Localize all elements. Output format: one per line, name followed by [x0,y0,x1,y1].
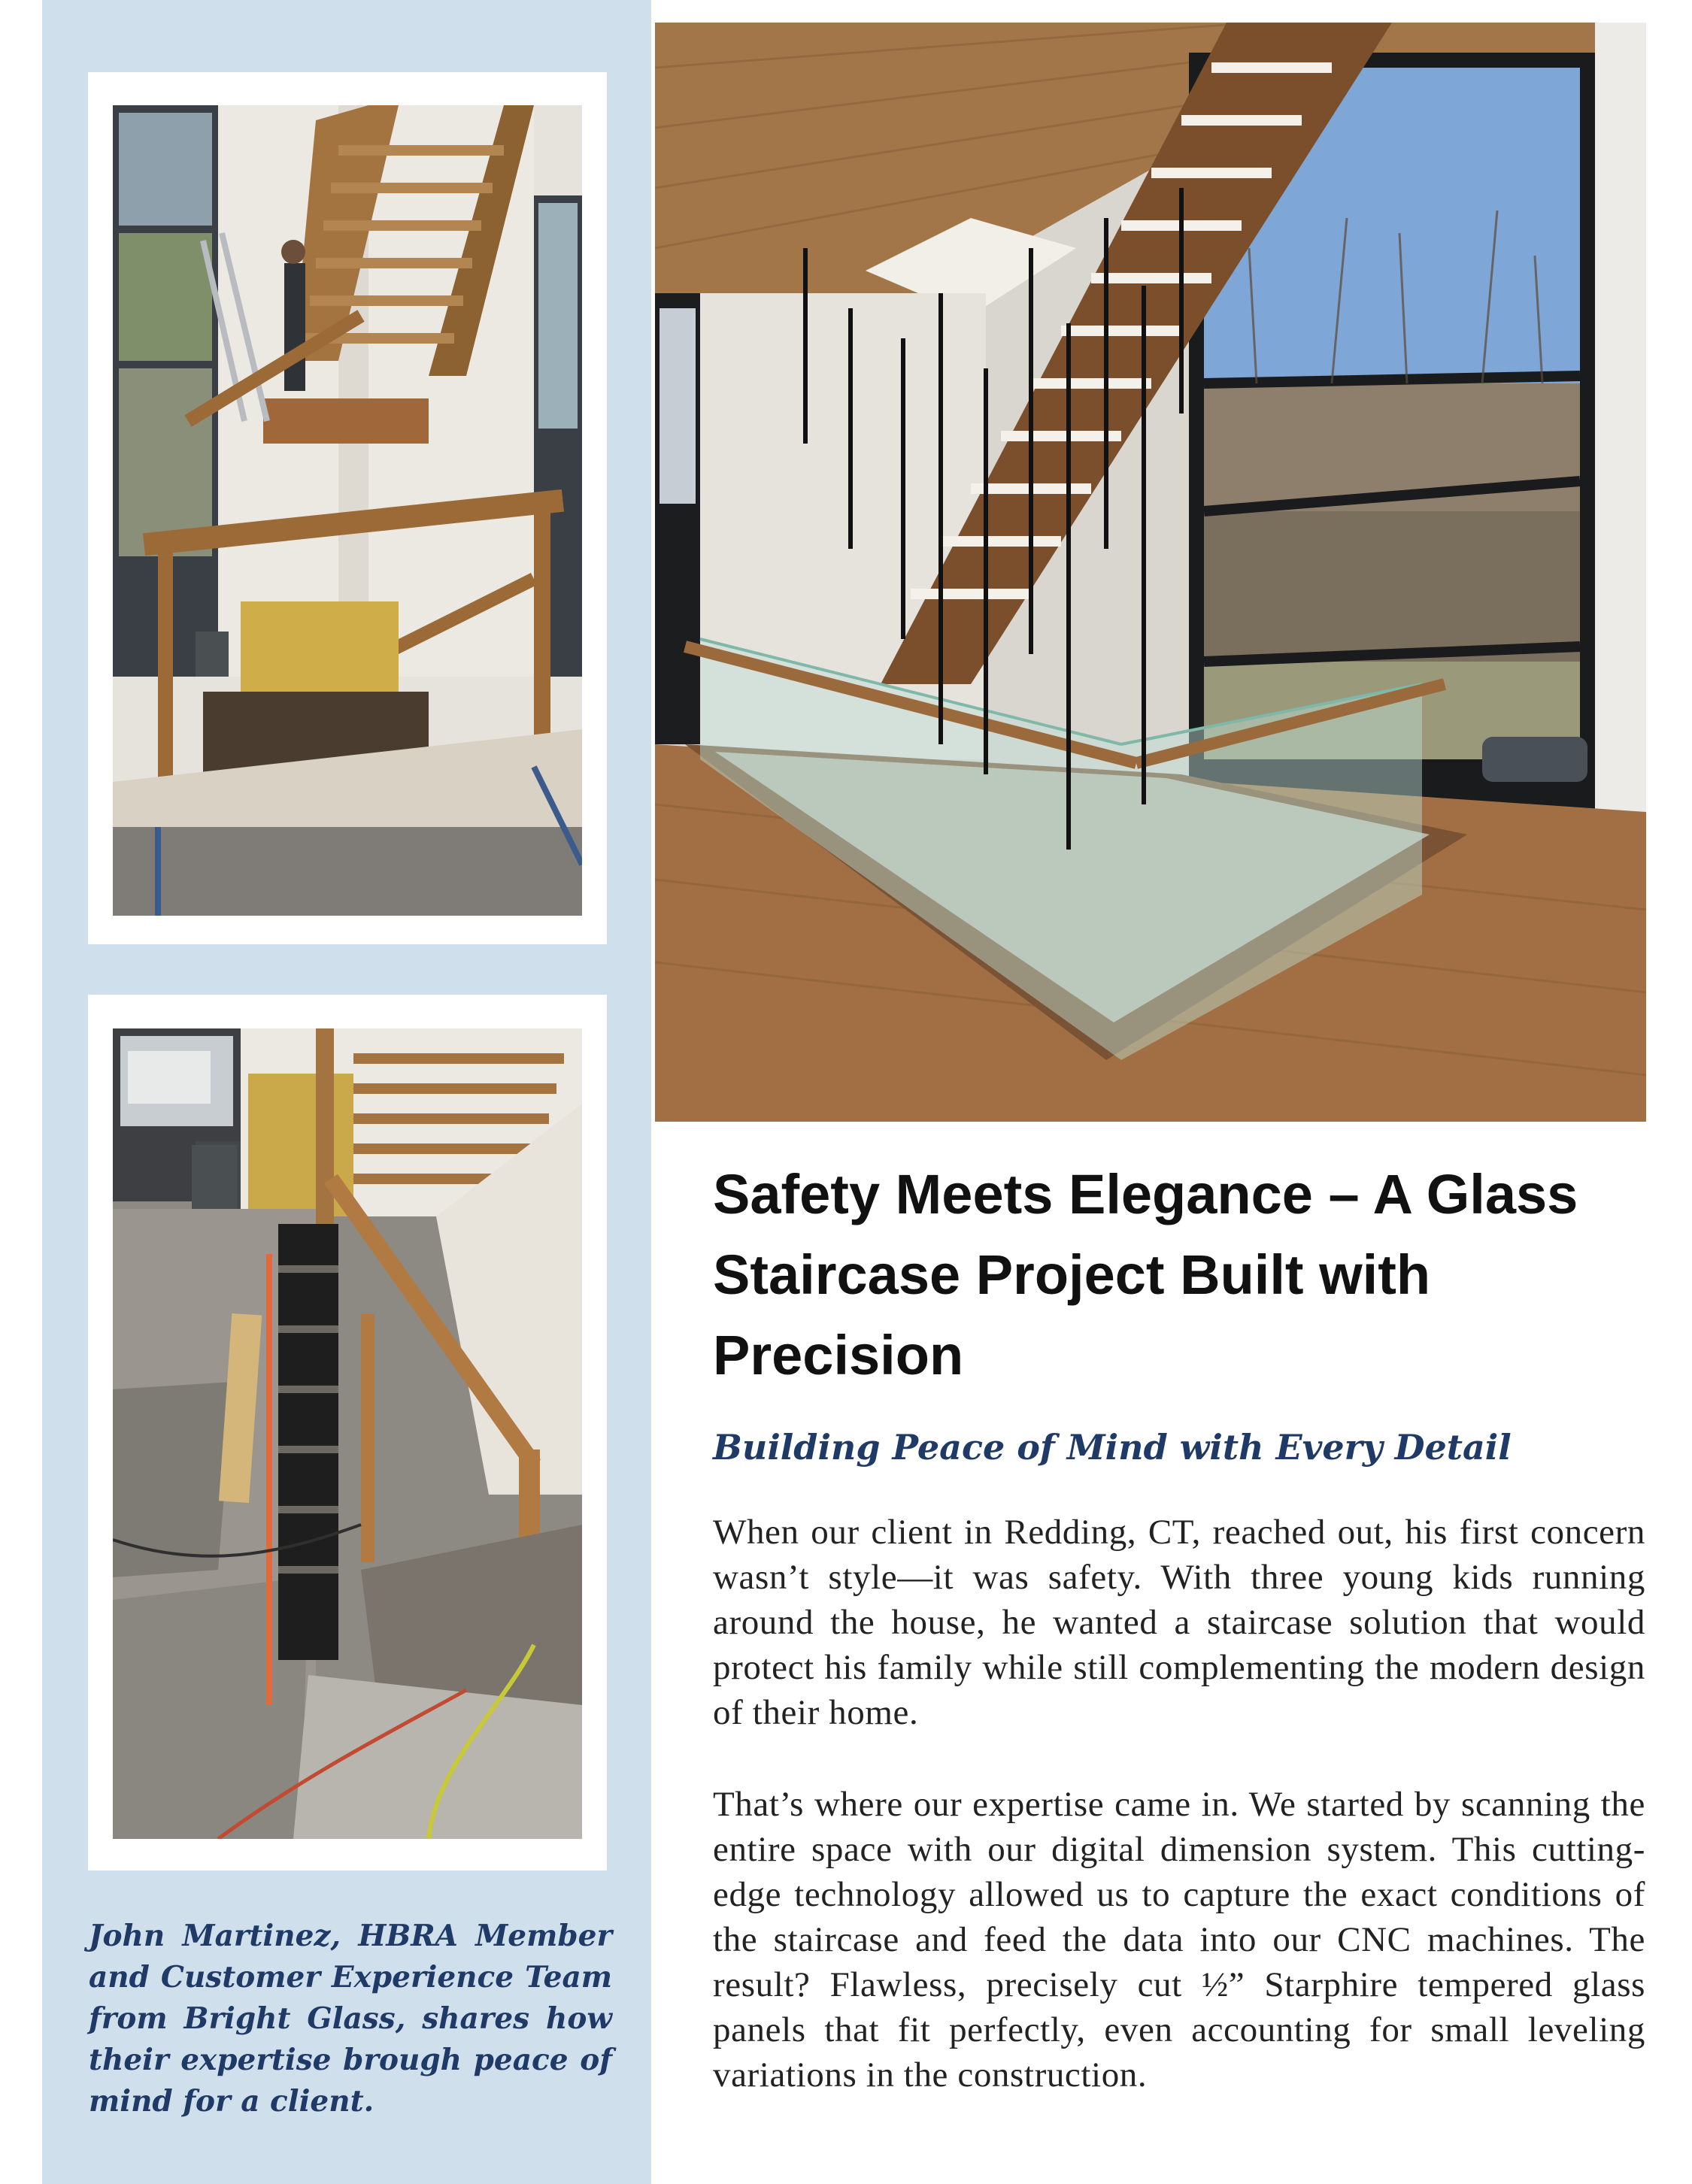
construction-photo-top [113,105,582,916]
article-title: Safety Meets Elegance – A Glass Staircase Project Built with Precision [713,1163,1578,1386]
article-subtitle: Building Peace of Mind with Every Detail [713,1427,1512,1468]
construction-photo-bottom [113,1028,582,1839]
photo-caption: John Martinez, HBRA Member and Customer Experience Team from Bright Glass, shares how their expertise brough peace of mind for a client. [89,1919,612,2119]
article-paragraph: When our client in Redding, CT, reached out, his first concern wasn’t style—it was safety. With three young kids running around the house, he wanted a staircase solution that would protect his family while still complementing the modern design of their home. [713,1513,1645,1732]
construction-photo-bottom-image [113,1028,582,1839]
finished-staircase-photo [655,23,1646,1122]
construction-photo-top-image [113,105,582,916]
finished-staircase-image [655,23,1646,1122]
article-paragraph: That’s where our expertise came in. We started by scanning the entire space with our digital dimension system. This cutting-edge technology allowed us to capture the exact conditions of the staircase and feed the data into our CNC machines. The result? Flawless, precisely cut ½” Starphire tempered glass panels that fit perfectly, even accounting for small leveling variations in the construction. [713,1785,1645,2095]
